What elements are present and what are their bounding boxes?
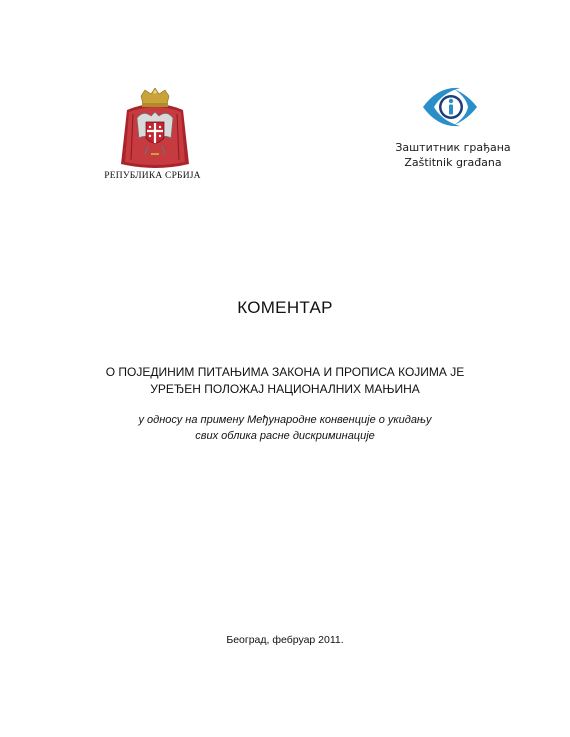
subtitle-line-2: УРЕЂЕН ПОЛОЖАЈ НАЦИОНАЛНИХ МАЊИНА <box>150 382 420 396</box>
note-line-1: у односу на примену Међународне конвенције о укидању <box>138 414 432 426</box>
place-and-date: Београд, фебруар 2011. <box>226 634 344 646</box>
ombudsman-name-cyrillic: Заштитник грађана <box>395 141 511 154</box>
serbia-coat-of-arms-icon <box>115 88 195 172</box>
document-title: КОМЕНТАР <box>237 298 333 317</box>
document-subtitle <box>90 364 480 398</box>
subtitle-line-1: О ПОЈЕДИНИМ ПИТАЊИМА ЗАКОНА И ПРОПИСА КОЈИМА ЈЕ <box>105 365 465 379</box>
ombudsman-name <box>378 140 528 170</box>
ombudsman-eye-logo-icon <box>420 83 480 131</box>
document-scope-note <box>110 412 460 444</box>
ombudsman-name-latin: Zaštitnik građana <box>404 156 502 169</box>
coat-of-arms-caption: РЕПУБЛИКА СРБИЈА <box>104 171 201 181</box>
note-line-2: свих облика расне дискриминације <box>195 430 375 442</box>
